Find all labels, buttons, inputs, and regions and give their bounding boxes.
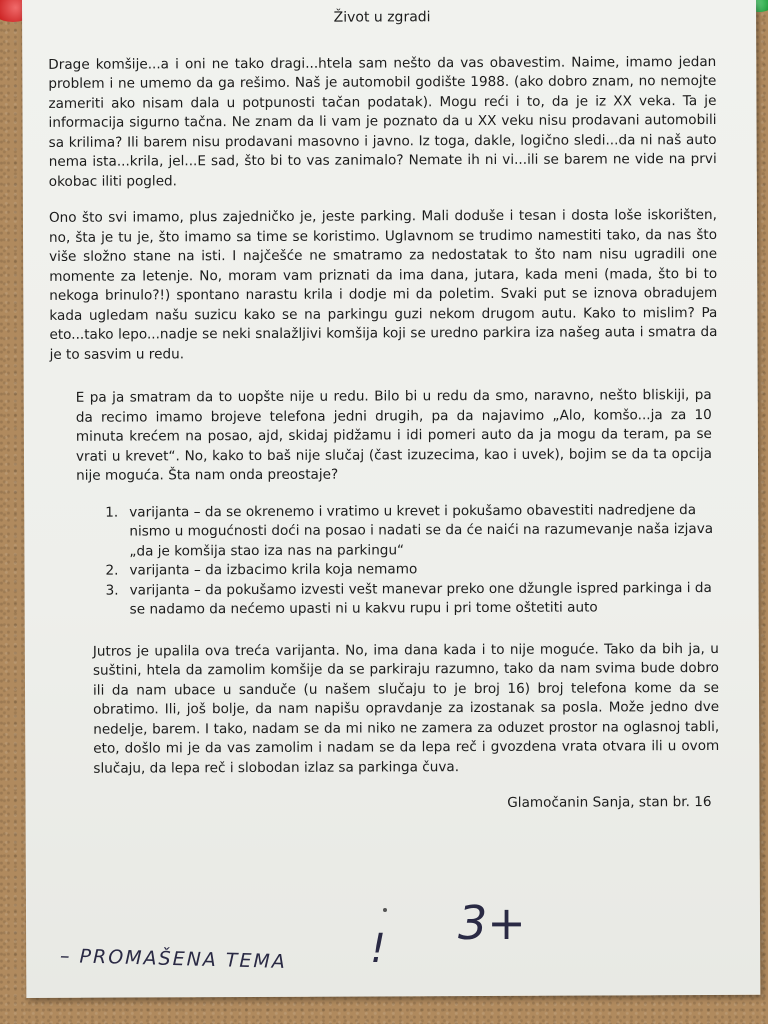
notice-paper — [22, 0, 760, 998]
notice-title: Život u zgradi — [333, 9, 431, 26]
handwritten-grade: 3+ — [458, 896, 526, 950]
signature: Glamočanin Sanja, stan br. 16 — [507, 793, 712, 811]
notice-text — [48, 7, 720, 815]
paragraph-2: Ono što svi imamo, plus zajedničko je, jeste parking. Mali doduše i tesan i dosta loše iskorišten, no, šta je tu je, što imamo sa time se koristimo. Uglavnom se trudimo namestiti tako, da nas što više složno stane na isti. I najčešće ne smatramo za nedostatak to što nam nisu ugradili one momente za letenje. No, moram vam priznati da ima dana, jutara, kada meni (mada, što bi to nekoga brinulo?!) spontano narastu krila i dodje mi da poletim. Svaki put se iznova obradujem kada ugledam našu suzicu kako se na parkingu guzi nekom drugom autu. Kako to mislim? Pa eto...tako lepo...nadje se neki snalažljivi komšija koji se uredno parkira iza našeg auta i smatra da je to sasvim u redu. — [48, 206, 718, 363]
options-list — [105, 500, 719, 620]
paragraph-1: Drage komšije...a i oni ne tako dragi...htela sam nešto da vas obavestim. Naime, imamo jedan problem i ne umemo da ga rešimo. Naš je automobil godište 1988. (ako dobro znam, no nemojte zameriti ako nisam dala u potpunosti tačan podatak). Mogu reći i to, da je iz XX veka. Ta je informacija sigurno tačna. Ne znam da li vam je poznato da u XX veku nisu prodavani automobili sa krilima? Ili barem nisu prodavani masovno i javno. Iz toga, dakle, logično sledi...da ni naš auto nema ista...krila, jel...E sad, što bi to vas zanimalo? Nemate ih ni vi...ili se barem ne vide na prvi okobac iliti pogled. — [48, 53, 717, 190]
paragraph-3: E pa ja smatram da to uopšte nije u redu. Bilo bi u redu da smo, naravno, nešto bliskiji, pa da recimo imamo brojeve telefona jedni drugih, pa da najavimo „Alo, komšo...ja za 10 minuta krećem na posao, ajd, skidaj pidžamu i idi pomeri auto da ja mogu da teram, pa se vrati u krevet“. No, kako to baš nije slučaj (čast izuzecima, kao i uvek), bojim se da ta opcija nije moguća. Šta nam onda preostaje? — [75, 386, 713, 484]
list-item: 3. varijanta – da pokušamo izvesti vešt manevar preko one džungle ispred parkinga i da se nadamo da nećemo upasti ni u kakvu rupu i pri tome oštetiti auto — [105, 579, 712, 618]
paragraph-4: Jutros je upalila ova treća varijanta. No, ima dana kada i to nije moguće. Tako da bih ja, u suštini, htela da zamolim komšije da se parkiraju razumno, tako da nam svima bude dobro ili da nam ubace u sanduče (u našem slučaju to je broj 16) broj telefona kome da se obratimo. Ili, još bolje, da nam napišu opravdanje za izostanak sa posla. Može jedno dve nedelje, barem. I tako, nadam se da mi niko ne zamera za oduzet prostor na oglasnoj tabli, eto, došlo mi je da vas zamolim i nadam se da lepa reč i gvozdena vrata otvara ili u ovom slučaju, da lepa reč i slobodan izlaz sa parkinga čuva. — [92, 640, 720, 777]
ink-dot — [383, 908, 387, 912]
handwritten-remark: – PROMAŠENA TEMA — [59, 945, 288, 973]
handwritten-exclamation: ! — [370, 926, 387, 972]
list-item: 1. varijanta – da se okrenemo i vratimo u krevet i pokušamo obavestiti nadredjene da nismo u mogućnosti doći na posao i nadati se da će naići na razumevanje naša izjava „da je komšija stao iza nas na parkingu“ — [105, 501, 714, 560]
list-item: 2. varijanta – da izbacimo krila koja nemamo — [105, 561, 418, 579]
